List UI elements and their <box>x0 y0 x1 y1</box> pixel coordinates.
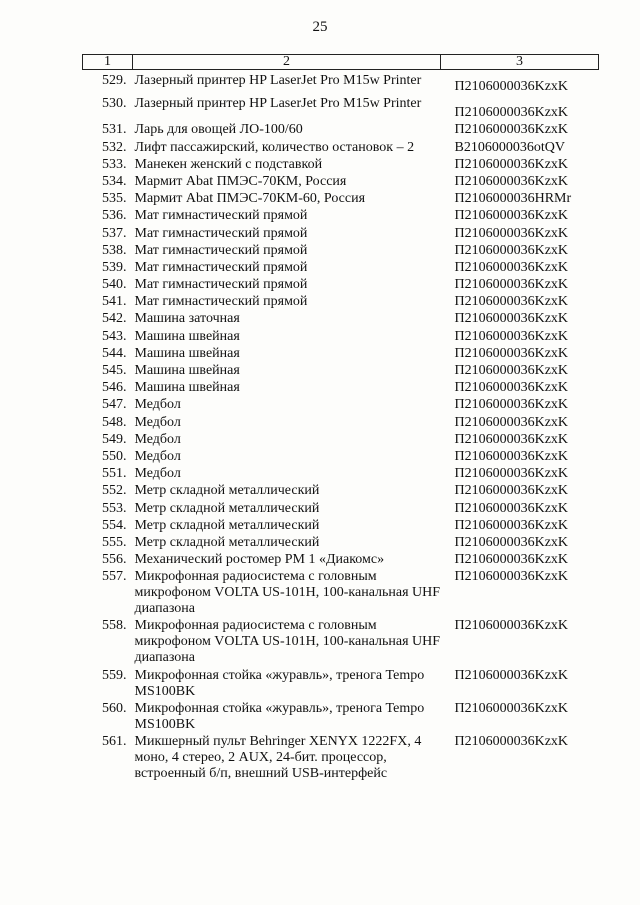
item-code: П2106000036HRMr <box>454 191 572 207</box>
table-row <box>83 346 599 363</box>
row-number: 536. <box>102 208 127 224</box>
item-name: Машина швейная <box>134 328 240 344</box>
item-name: Мат гимнастический прямой <box>134 225 308 241</box>
item-code: П2106000036KzxK <box>454 552 569 568</box>
row-number: 556. <box>102 552 127 568</box>
item-name: Мармит Abat ПМЭС-70КМ-60, Россия <box>134 191 366 207</box>
table-row <box>83 140 599 157</box>
table-row <box>83 70 599 97</box>
item-code: П2106000036KzxK <box>454 414 569 430</box>
row-number: 542. <box>102 311 127 327</box>
row-number: 535. <box>102 191 127 207</box>
item-name: Мат гимнастический прямой <box>134 259 308 275</box>
item-name: Машина швейная <box>134 363 240 378</box>
row-number: 548. <box>102 414 127 430</box>
item-code: П2106000036KzxK <box>454 277 569 293</box>
item-name: Метр складной металлический <box>134 483 320 499</box>
item-name: Мат гимнастический прямой <box>134 208 308 224</box>
row-number: 549. <box>102 431 127 447</box>
table-row <box>83 552 599 569</box>
table-row <box>83 466 599 483</box>
table-row <box>83 157 599 174</box>
table-row <box>83 380 599 397</box>
item-code: П2106000036KzxK <box>454 363 569 378</box>
row-number: 561. <box>102 734 127 749</box>
item-name: Метр складной металлический <box>134 534 320 550</box>
item-code: П2106000036KzxK <box>454 700 569 716</box>
item-code: П2106000036KzxK <box>454 345 569 361</box>
item-code: П2106000036KzxK <box>454 500 569 516</box>
row-number: 540. <box>102 277 127 293</box>
item-code: П2106000036KzxK <box>454 534 569 550</box>
page-number: 25 <box>312 19 328 35</box>
table-row <box>83 311 599 328</box>
item-code: П2106000036KzxK <box>454 448 569 464</box>
item-code: П2106000036KzxK <box>454 225 569 241</box>
item-code: П2106000036KzxK <box>454 122 569 138</box>
table-header-row <box>83 55 599 70</box>
item-name: Лазерный принтер HP LaserJet Pro M15w Printer <box>134 96 422 112</box>
item-code: П2106000036KzxK <box>454 328 569 344</box>
row-number: 543. <box>102 328 127 344</box>
table-row <box>83 329 599 346</box>
item-code: П2106000036KzxK <box>454 569 569 585</box>
row-number: 545. <box>102 363 127 378</box>
item-code: П2106000036KzxK <box>454 208 569 224</box>
row-number: 547. <box>102 397 127 413</box>
item-code: П2106000036KzxK <box>454 397 569 413</box>
table-row <box>83 668 599 701</box>
table-row <box>83 174 599 191</box>
item-name: Медбол <box>134 397 181 413</box>
item-name: Лазерный принтер HP LaserJet Pro M15w Printer <box>134 73 422 88</box>
items-table <box>82 54 599 783</box>
item-code: П2106000036KzxK <box>454 173 569 189</box>
table-row <box>83 226 599 243</box>
item-code: П2106000036KzxK <box>454 618 569 634</box>
row-number: 554. <box>102 517 127 533</box>
row-number: 539. <box>102 259 127 275</box>
item-code: П2106000036KzxK <box>454 259 569 275</box>
column-header-2: 2 <box>133 55 441 70</box>
item-name: Медбол <box>134 414 181 430</box>
table-row <box>83 122 599 139</box>
table-row <box>83 618 599 667</box>
table-row <box>83 208 599 225</box>
row-number: 544. <box>102 345 127 361</box>
item-name: Механический ростомер РМ 1 «Диакомс» <box>134 552 385 568</box>
table-row <box>83 363 599 380</box>
table-row <box>83 432 599 449</box>
table-row <box>83 191 599 208</box>
row-number: 558. <box>102 618 127 634</box>
item-name: Микшерный пульт Behringer XENYX 1222FX, 4 моно, 4 стерео, 2 AUX, 24-бит. процессор, встроенный б/п, внешний USB-интерфейс <box>134 734 422 781</box>
item-name: Метр складной металлический <box>134 517 320 533</box>
row-number: 557. <box>102 569 127 585</box>
table-row <box>83 701 599 734</box>
item-name: Лифт пассажирский, количество остановок – 2 <box>134 139 415 155</box>
item-name: Медбол <box>134 466 181 482</box>
item-name: Микрофонная стойка «журавль», тренога Tempo MS100BK <box>134 667 425 699</box>
item-name: Машина швейная <box>134 380 240 396</box>
column-header-3: 3 <box>441 55 599 70</box>
table-row <box>83 397 599 414</box>
item-code: П2106000036KzxK <box>454 734 569 749</box>
item-code: П2106000036KzxK <box>454 294 569 310</box>
row-number: 551. <box>102 466 127 482</box>
table-row <box>83 483 599 500</box>
item-code: П2106000036KzxK <box>454 242 569 258</box>
table-row <box>83 243 599 260</box>
row-number: 541. <box>102 294 127 310</box>
item-code: П2106000036KzxK <box>454 466 569 482</box>
table-row <box>83 449 599 466</box>
row-number: 531. <box>102 122 127 138</box>
item-code: П2106000036KzxK <box>454 380 569 396</box>
item-code: П2106000036KzxK <box>454 79 569 94</box>
row-number: 553. <box>102 500 127 516</box>
table-row <box>83 501 599 518</box>
row-number: 538. <box>102 242 127 258</box>
table-row <box>83 415 599 432</box>
table-row <box>83 535 599 552</box>
item-code: П2106000036KzxK <box>454 156 569 172</box>
item-name: Мармит Abat ПМЭС-70КМ, Россия <box>134 173 347 189</box>
table-row <box>83 518 599 535</box>
row-number: 537. <box>102 225 127 241</box>
row-number: 552. <box>102 483 127 499</box>
item-name: Мат гимнастический прямой <box>134 294 308 310</box>
item-name: Машина швейная <box>134 345 240 361</box>
row-number: 532. <box>102 139 127 155</box>
table-row <box>83 277 599 294</box>
item-name: Ларь для овощей ЛО-100/60 <box>134 122 303 138</box>
item-code: П2106000036KzxK <box>454 517 569 533</box>
item-name: Микрофонная радиосистема с головным микрофоном VOLTA US-101H, 100-канальная UHF диапазона <box>134 618 441 666</box>
table-row <box>83 569 599 618</box>
item-name: Метр складной металлический <box>134 500 320 516</box>
row-number: 530. <box>102 96 127 112</box>
item-name: Медбол <box>134 448 181 464</box>
item-code: П2106000036KzxK <box>454 483 569 499</box>
row-number: 533. <box>102 156 127 172</box>
item-code: В2106000036otQV <box>454 139 565 155</box>
item-name: Мат гимнастический прямой <box>134 242 308 258</box>
row-number: 550. <box>102 448 127 464</box>
item-code: П2106000036KzxK <box>454 431 569 447</box>
row-number: 555. <box>102 534 127 550</box>
item-name: Машина заточная <box>134 311 240 327</box>
table-row <box>83 294 599 311</box>
row-number: 529. <box>102 73 127 88</box>
row-number: 560. <box>102 700 127 716</box>
table-row <box>83 260 599 277</box>
row-number: 559. <box>102 667 127 683</box>
item-code: П2106000036KzxK <box>454 105 569 121</box>
table-body <box>83 70 599 784</box>
table-row <box>83 734 599 783</box>
row-number: 546. <box>102 380 127 396</box>
item-name: Медбол <box>134 431 181 447</box>
row-number: 534. <box>102 173 127 189</box>
table-row <box>83 96 599 122</box>
item-code: П2106000036KzxK <box>454 311 569 327</box>
item-name: Микрофонная стойка «журавль», тренога Tempo MS100BK <box>134 700 425 732</box>
item-name: Мат гимнастический прямой <box>134 277 308 293</box>
item-code: П2106000036KzxK <box>454 667 569 683</box>
item-name: Микрофонная радиосистема с головным микрофоном VOLTA US-101H, 100-канальная UHF диапазона <box>134 569 441 617</box>
item-name: Манекен женский с подставкой <box>134 156 323 172</box>
column-header-1: 1 <box>83 55 133 70</box>
